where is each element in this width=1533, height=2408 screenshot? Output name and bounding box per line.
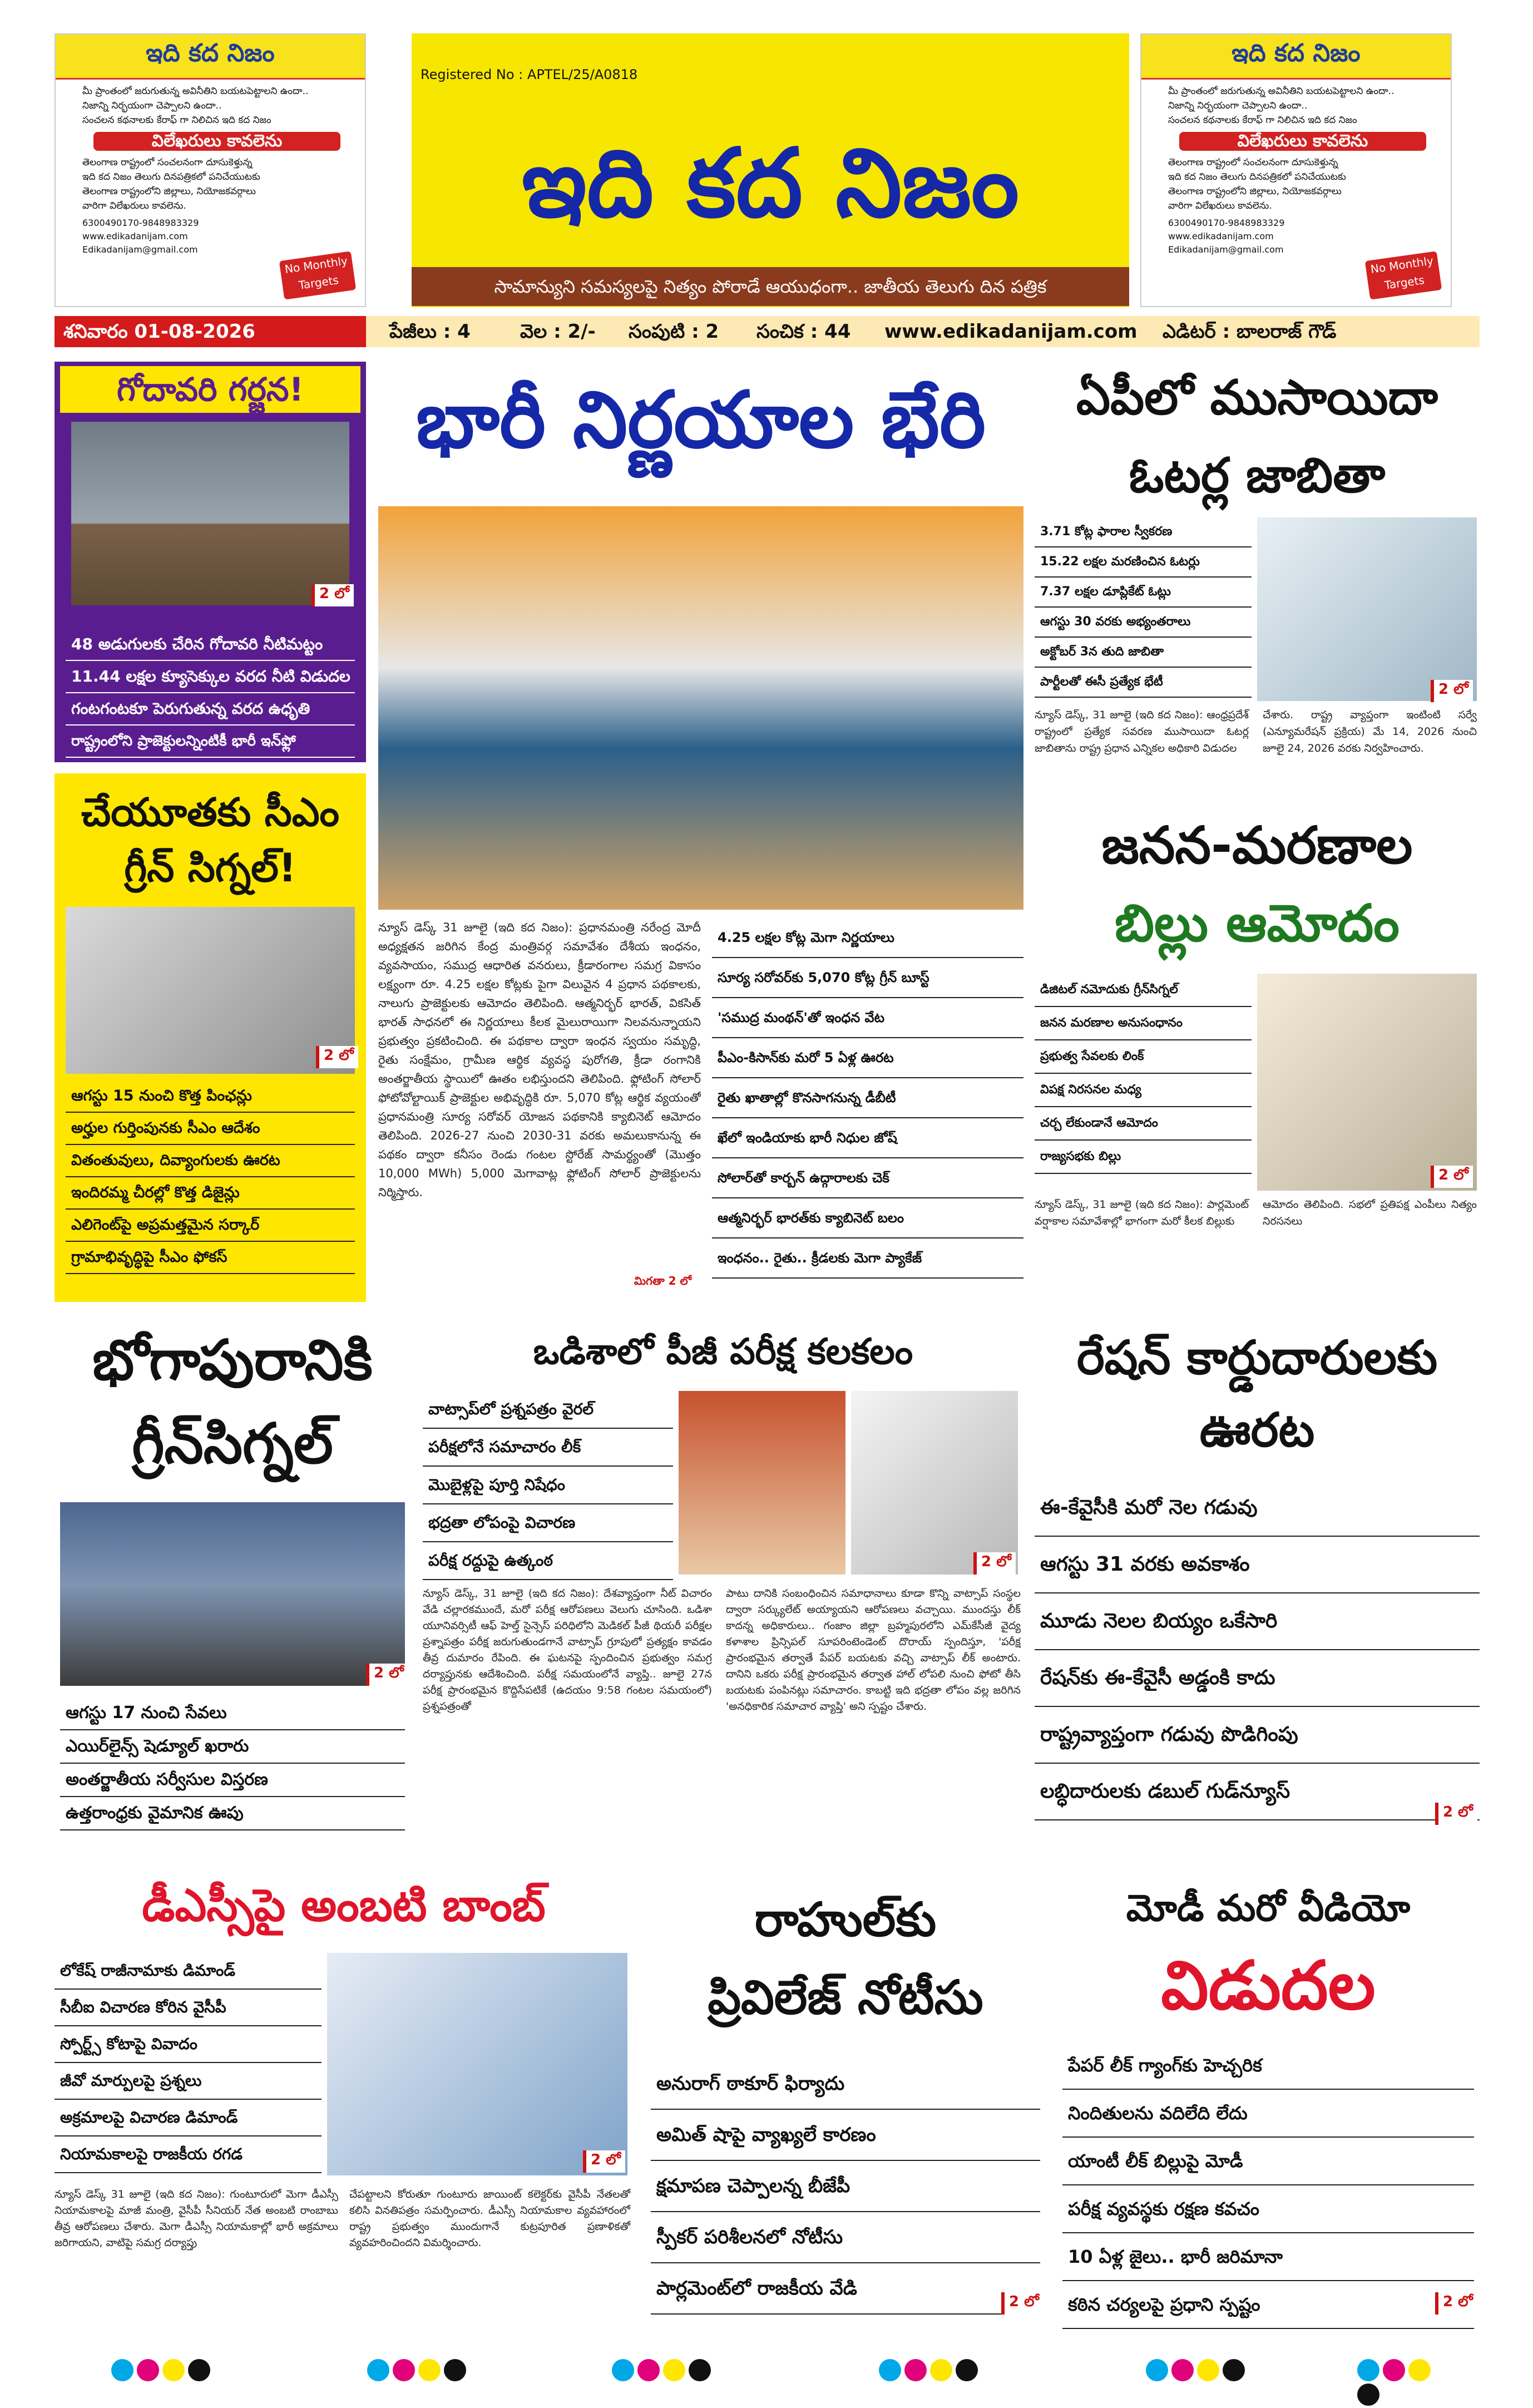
page-ref-marker: 2 లో (316, 1046, 358, 1068)
bullet-item: 3.71 కోట్ల ఫారాల స్వీకరణ (1035, 517, 1252, 547)
bullet-item: నియామకాలపై రాజకీయ రగడ (55, 2136, 322, 2173)
black-dot (956, 2359, 978, 2381)
article-headline: ఊరట (1199, 1403, 1315, 1457)
bullet-item: వితంతువులు, దివ్యాంగులకు ఊరట (66, 1145, 355, 1177)
ad-title: ఇది కద నిజం (56, 34, 365, 80)
magenta-dot (393, 2359, 415, 2381)
bullet-item: జీవో మార్పులపై ప్రశ్నలు (55, 2063, 322, 2100)
cyan-dot (111, 2359, 133, 2381)
bullet-item: రాజ్యసభకు బిల్లు (1035, 1141, 1252, 1174)
editor: ఎడిటర్ : బాలరాజ్ గౌడ్ (1163, 320, 1337, 343)
bullet-item: పరీక్ష వ్యవస్థకు రక్షణ కవచం (1062, 2185, 1474, 2233)
rahul-article (645, 1869, 1046, 2315)
bullet-item: స్పోర్ట్స్ కోటాపై వివాదం (55, 2026, 322, 2063)
college-photo (679, 1391, 845, 1575)
ad-web: www.edikadanijam.com (1168, 231, 1274, 241)
article-headline: ఒడిశాలో పీజీ పరీక్ష కలకలం (533, 1331, 913, 1373)
article-body: పాటు దానికి సంబంధించిన సమాధానాలు కూడా కొన్ని వాట్సాప్ సంస్థల ద్వారా సర్క్యులేట్ అయ్యాయని ఆరోపణలు వచ్చాయి. ముందస్తు లీక్ కాదన్న అధికారులు.. గంజాం జిల్లా బ్రహ్మపురలోని ఎమ్‌కేసీజీ వైద్య కళాశాల ప్రిన్సిపల్ సూపరింటెండెంట్ దొరాయ్ స్పందిస్తూ, 'పరీక్ష ప్రారంభమైన తర్వాతే పేపర్ బయటకు వచ్చి వాట్సాప్ లీక్ అంటారు. దానిని ఒకరు పరీక్ష ప్రారంభమైన తర్వాత హాల్ లోపలి నుంచి ఫోటో తీసి బయటకు పంపినట్లు సమాచారం. కాబట్టి ఇది భద్రతా లోపం వల్ల జరిగిన 'అనధికారిక సమాచార వ్యాప్తి' అని స్పష్టం చేశారు. (726, 1587, 1021, 1713)
article-body: చేశారు. రాష్ట్ర వ్యాప్తంగా ఇంటింటి సర్వే (ఎన్యూమరేషన్ ప్రక్రియ) మే 14, 2026 నుంచి జూలై 24, 2026 వరకు నిర్వహించారు. (1263, 709, 1477, 754)
bullet-item: పార్లమెంట్‌లో రాజకీయ వేడి (651, 2263, 1040, 2315)
bullet-item: డిజిటల్ నమోదుకు గ్రీన్‌సిగ్నల్ (1035, 974, 1252, 1007)
cyan-dot (1146, 2359, 1168, 2381)
odisha-exam-article (423, 1313, 1023, 1830)
page-ref-marker: 2 లో (1001, 2292, 1044, 2315)
black-dot (188, 2359, 210, 2381)
page-ref-marker: 2 లో (973, 1552, 1016, 1575)
issue-no: సంచిక : 44 (756, 320, 851, 343)
ad-left (55, 33, 366, 307)
ad-email: Edikadanijam@gmail.com (1168, 244, 1284, 255)
ad-email: Edikadanijam@gmail.com (82, 244, 198, 255)
page-ref-marker: 2 లో (1431, 680, 1473, 702)
bullet-item: మొబైళ్లపై పూర్తి నిషేధం (423, 1467, 673, 1504)
volume: సంపుటి : 2 (629, 320, 719, 343)
voter-list-photo (1257, 517, 1477, 701)
modi-video-article (1057, 1869, 1480, 2315)
bullet-item: కఠిన చర్యలపై ప్రధాని స్పష్టం (1062, 2281, 1474, 2329)
ad-web: www.edikadanijam.com (82, 231, 188, 241)
bullet-item: ఆగస్టు 17 నుంచి సేవలు (60, 1697, 405, 1730)
continued-note: మిగతా 2 లో (634, 1274, 692, 1287)
ad-line: వారిగా విలేఖరులు కావలెను. (82, 200, 186, 211)
black-dot (444, 2359, 466, 2381)
article-headline: గ్రీన్‌సిగ్నల్ (132, 1411, 333, 1476)
ad-line: ఇది కద నిజం తెలుగు దినపత్రికలో పనిచేయుటకు (1168, 171, 1346, 182)
article-body: చేపట్టాలని కోరుతూ గుంటూరు జాయింట్ కలెక్టర్‌కు వైసీపీ నేతలతో కలిసి వినతిపత్రం సమర్పించారు. డీఎస్సీ నియామకాల వ్యవహారంలో రాష్ట్ర ప్రభుత్వం ముందుగానే కుట్రపూరిత ప్రణాళికతో వ్యవహరించిందని విమర్శించారు. (349, 2188, 630, 2249)
bullet-item: అక్రమాలపై విచారణ డిమాండ్ (55, 2100, 322, 2136)
ad-right (1140, 33, 1452, 307)
magenta-dot (637, 2359, 660, 2381)
dsc-article (55, 1869, 633, 2315)
ad-line: నిజాన్ని నిర్భయంగా చెప్పాలని ఉందా.. (1168, 100, 1308, 111)
page-ref-marker: 2 లో (311, 584, 354, 606)
ad-line: మీ ప్రాంతంలో జరుగుతున్న అవినీతిని బయటపెట్టాలని ఉందా.. (1168, 86, 1394, 97)
bullet-item: ప్రభుత్వ సేవలకు లింక్ (1035, 1040, 1252, 1074)
bullet-item: చర్చ లేకుండానే ఆమోదం (1035, 1107, 1252, 1141)
ad-line: వారిగా విలేఖరులు కావలెను. (1168, 200, 1272, 211)
bullet-item: నిందితులను వదిలేది లేదు (1062, 2090, 1474, 2138)
article-headline: రేషన్ కార్డుదారులకు (1076, 1330, 1438, 1385)
article-headline: విడుదల (1161, 1947, 1376, 2025)
godavari-article (55, 362, 366, 762)
bullet-item: గంటగంటకూ పెరుగుతున్న వరద ఉధృతి (66, 693, 355, 726)
website[interactable]: www.edikadanijam.com (884, 320, 1138, 343)
bullet-item: సీబీఐ విచారణ కోరిన వైసీపీ (55, 1990, 322, 2026)
yellow-dot (1408, 2359, 1431, 2381)
bullet-item: ఎలిగెంట్‌పై అప్రమత్తమైన సర్కార్ (66, 1210, 355, 1242)
yellow-dot (930, 2359, 952, 2381)
bullet-item: అర్హుల గుర్తింపునకు సీఎం ఆదేశం (66, 1113, 355, 1145)
bullet-item: అనురాగ్ ఠాకూర్ ఫిర్యాదు (651, 2059, 1040, 2110)
magenta-dot (1171, 2359, 1194, 2381)
bullet-item: ఆగస్టు 30 వరకు అభ్యంతరాలు (1035, 608, 1252, 638)
bullet-item: రాష్ట్రంలోని ప్రాజెక్టులన్నింటికీ భారీ ఇన్‌ఫ్లో (66, 726, 355, 758)
cyan-dot (612, 2359, 634, 2381)
ad-wanted: విలేఖరులు కావలెను (1179, 132, 1426, 151)
bullet-item: ఆగస్టు 31 వరకు అవకాశం (1035, 1537, 1480, 1593)
bullet-item: వాట్సాప్‌లో ప్రశ్నపత్రం వైరల్ (423, 1391, 673, 1429)
bullet-item: స్పీకర్ పరిశీలనలో నోటీసు (651, 2212, 1040, 2263)
registration-marks (111, 2359, 1446, 2387)
article-body: న్యూస్ డెస్క్, 31 జూలై (ఇది కద నిజం): దేశవ్యాప్తంగా నీట్ విచారం వేడి చల్లారకముందే, మరో పరీక్ష ఆరోపణలు వెలుగు చూసింది. ఒడిశా యూనివర్సిటీ ఆఫ్ హెల్త్ సైన్సెస్ పరిధిలోని మెడికల్ పీజీ థియరీ పరీక్షల ప్రశ్నాపత్రం పరీక్ష జరుగుతుండగానే వాట్సాప్ గ్రూపులో ప్రత్యక్షం కావడం తీవ్ర దుమారం రేపింది. ఈ ఘటనపై స్పందించిన ప్రభుత్వం సమగ్ర దర్యాప్తునకు ఆదేశించింది. పరీక్ష సమయంలోనే వ్యాప్తి.. జూలై 27న పరీక్ష ప్రారంభమైన కొద్దిసేపటికే (ఉదయం 9:58 గంటల సమయంలో) ప్రశ్నపత్రంతో (423, 1587, 712, 1713)
article-headline: రాహుల్‌కు (754, 1892, 937, 1947)
cyan-dot (879, 2359, 901, 2381)
article-headline: ప్రివిలేజ్ నోటీసు (708, 1970, 983, 2025)
ambati-photo (327, 1953, 627, 2175)
bullet-item: క్షమాపణ చెప్పాలన్న బీజేపీ (651, 2161, 1040, 2212)
page-ref-marker: 2 లో (1435, 2292, 1477, 2315)
bullet-item: 48 అడుగులకు చేరిన గోదావరి నీటిమట్టం (66, 629, 355, 661)
magenta-dot (137, 2359, 159, 2381)
article-headline: బిల్లు ఆమోదం (1115, 894, 1400, 953)
airport-photo (60, 1502, 405, 1686)
issue-date: శనివారం 01-08-2026 (55, 316, 366, 347)
yellow-dot (418, 2359, 441, 2381)
bullet-item: పేపర్ లీక్ గ్యాంగ్‌కు హెచ్చరిక (1062, 2042, 1474, 2090)
bullet-item: విపక్ష నిరసనల మధ్య (1035, 1074, 1252, 1107)
bullet-item: 4.25 లక్షల కోట్ల మెగా నిర్ణయాలు (712, 918, 1023, 958)
bullet-item: యాంటీ లీక్ బిల్లుపై మోడీ (1062, 2138, 1474, 2185)
ration-card-article (1035, 1313, 1480, 1830)
bullet-item: గ్రామాభివృద్ధిపై సీఎం ఫోకస్ (66, 1242, 355, 1274)
ad-title: ఇది కద నిజం (1141, 34, 1451, 80)
certificate-photo (1257, 974, 1477, 1191)
bhogapuram-article (55, 1313, 411, 1830)
ad-phone: 6300490170-9848983329 (1168, 218, 1285, 228)
article-headline: గ్రీన్ సిగ్నల్! (124, 845, 296, 891)
tagline: సామాన్యుని సమస్యలపై నిత్యం పోరాడే ఆయుధంగా.. జాతీయ తెలుగు దిన పత్రిక (412, 267, 1129, 306)
page-ref-marker: 2 లో (366, 1664, 408, 1686)
bullet-item: 'సముద్ర మంథన్'తో ఇంధన వేట (712, 998, 1023, 1038)
ad-line: తెలంగాణ రాష్ట్రంలోని జిల్లాలు, నియోజకవర్గాలు (1168, 186, 1342, 197)
masthead (412, 33, 1129, 307)
bullet-item: ఆగస్టు 15 నుంచి కొత్త పింఛన్లు (66, 1080, 355, 1113)
bullet-item: సూర్య సరోవర్‌కు 5,070 కోట్ల గ్రీన్ బూస్ట్ (712, 958, 1023, 998)
bullet-item: 10 ఏళ్ల జైలు.. భారీ జరిమానా (1062, 2233, 1474, 2281)
black-dot (1357, 2384, 1379, 2406)
bullet-item: పార్టీలతో ఈసీ ప్రత్యేక భేటీ (1035, 668, 1252, 698)
ad-phone: 6300490170-9848983329 (82, 218, 199, 228)
ad-line: తెలంగాణ రాష్ట్రంలో సంచలనంగా దూసుకెళ్తున్న (1168, 157, 1338, 168)
bullet-item: లబ్ధిదారులకు డబుల్ గుడ్‌న్యూస్ (1035, 1764, 1480, 1820)
cheyutha-article (55, 773, 366, 1302)
ad-line: తెలంగాణ రాష్ట్రంలోని జిల్లాలు, నియోజకవర్గాలు (82, 186, 256, 197)
article-headline: ఏపీలో ముసాయిదా (1076, 370, 1438, 426)
article-headline: జనన-మరణాల (1101, 816, 1413, 875)
bullet-item: రాష్ట్రవ్యాప్తంగా గడువు పొడిగింపు (1035, 1707, 1480, 1764)
article-headline: గోదావరి గర్జన! (60, 366, 360, 413)
magenta-dot (1383, 2359, 1405, 2381)
article-body: న్యూస్ డెస్క్, 31 జూలై (ఇది కద నిజం): ఆంధ్రప్రదేశ్ రాష్ట్రంలో ప్రత్యేక సవరణ ముసాయిదా ఓటర్ల జాబితాను రాష్ట్ర ప్రధాన ఎన్నికల అధికారి విడుదల (1035, 709, 1249, 754)
article-headline: మోడీ మరో వీడియో (1126, 1887, 1411, 1930)
bullet-item: ఉత్తరాంధ్రకు వైమానిక ఊపు (60, 1797, 405, 1830)
page-ref-marker: 2 లో (1435, 1803, 1477, 1825)
ad-line: మీ ప్రాంతంలో జరుగుతున్న అవినీతిని బయటపెట్టాలని ఉందా.. (82, 86, 309, 97)
article-body: ఆమోదం తెలిపింది. సభలో ప్రతిపక్ష ఎంపీలు నిత్యం నిరసనలు (1263, 1198, 1477, 1227)
ad-wanted: విలేఖరులు కావలెను (93, 132, 340, 151)
page-count: పేజీలు : 4 (389, 320, 471, 343)
price: వెల : 2/- (520, 320, 596, 343)
black-dot (1223, 2359, 1245, 2381)
bullet-item: లోకేష్ రాజీనామాకు డిమాండ్ (55, 1953, 322, 1990)
registered-no: Registered No : APTEL/25/A0818 (421, 67, 638, 82)
bullet-item: భద్రతా లోపంపై విచారణ (423, 1504, 673, 1542)
yellow-dot (162, 2359, 185, 2381)
bullet-item: అక్టోబర్ 3న తుది జాబితా (1035, 638, 1252, 668)
bullet-item: ఇందిరమ్మ చీరల్లో కొత్త డిజైన్లు (66, 1177, 355, 1210)
article-headline: ఓటర్ల జాబితా (1129, 448, 1386, 504)
bullet-item: ఈ-కేవైసీకి మరో నెల గడువు (1035, 1480, 1480, 1537)
ap-voter-article (1035, 362, 1480, 790)
bullet-item: పీఎం-కిసాన్‌కు మరో 5 ఏళ్ల ఊరట (712, 1038, 1023, 1078)
bullet-item: అంతర్జాతీయ సర్వీసుల విస్తరణ (60, 1764, 405, 1797)
article-headline: భారీ నిర్ణయాల భేరి (416, 374, 986, 466)
ad-line: తెలంగాణ రాష్ట్రంలో సంచలనంగా దూసుకెళ్తున్న (82, 157, 253, 168)
yellow-dot (663, 2359, 685, 2381)
bullet-item: పరీక్ష రద్దుపై ఉత్కంఠ (423, 1542, 673, 1580)
article-headline: డీఎస్సీపై అంబటి బాంబ్ (142, 1879, 546, 1931)
question-paper-photo (851, 1391, 1018, 1575)
page-ref-marker: 2 లో (583, 2150, 625, 2173)
bullet-item: సోలార్‌తో కార్బన్ ఉద్గారాలకు చెక్ (712, 1158, 1023, 1198)
magenta-dot (904, 2359, 927, 2381)
bullet-item: పరీక్షలోనే సమాచారం లీక్ (423, 1429, 673, 1467)
newspaper-title: ఇది కద నిజం (521, 129, 1020, 239)
cyan-dot (1357, 2359, 1379, 2381)
bullet-item: రైతు ఖాతాల్లో కొనసాగనున్న డీబీటీ (712, 1078, 1023, 1118)
yellow-dot (1197, 2359, 1219, 2381)
bullet-item: జనన మరణాల అనుసంధానం (1035, 1007, 1252, 1040)
article-headline: చేయూతకు సీఎం (81, 789, 339, 835)
bullet-item: 11.44 లక్షల క్యూసెక్కుల వరద నీటి విడుదల (66, 661, 355, 693)
article-headline: భోగాపురానికి (92, 1328, 373, 1393)
bullet-item: రేషన్‌కు ఈ-కేవైసీ అడ్డంకి కాదు (1035, 1650, 1480, 1707)
bullet-item: ఎయిర్‌లైన్స్ షెడ్యూల్ ఖరారు (60, 1730, 405, 1764)
cm-photo (66, 907, 355, 1074)
bullet-item: 7.37 లక్షల డూప్లికేట్ ఓట్లు (1035, 578, 1252, 608)
river-photo (71, 422, 349, 605)
cabinet-photo (378, 506, 1023, 910)
article-body: న్యూస్ డెస్క్ 31 జూలై (ఇది కద నిజం): గుంటూరులో మెగా డీఎస్సీ నియామకాలపై మాజీ మంత్రి, వైసీపీ సీనియర్ నేత అంబటి రాంబాబు తీవ్ర ఆరోపణలు చేశారు. మెగా డీఎస్సీ నియామకాల్లో భారీ అక్రమాలు జరిగాయని, వాటిపై సమగ్ర దర్యాప్తు (55, 2188, 338, 2249)
ad-line: ఇది కద నిజం తెలుగు దినపత్రికలో పనిచేయుటకు (82, 171, 260, 182)
ad-badge: No Monthly Targets (279, 251, 356, 299)
article-body: న్యూస్ డెస్క్ 31 జూలై (ఇది కద నిజం): ప్రధానమంత్రి నరేంద్ర మోదీ అధ్యక్షతన జరిగిన కేంద్ర మంత్రివర్గ సమావేశం దేశీయ ఇంధనం, వ్యవసాయం, సముద్ర ఆధారిత వనరులు, క్రీడారంగాల సమగ్ర వికాసం లక్ష్యంగా రూ. 4.25 లక్షల కోట్లకు పైగా విలువైన 4 ప్రధాన పథకాలకు, నాలుగు ప్రాజెక్టులకు ఆమోదం తెలిపింది. ఆత్మనిర్భర్ భారత్, వికసిత్ భారత్ సాధనలో ఈ నిర్ణయాలు కీలక మైలురాయిగా నిలవనున్నాయని ప్రభుత్వం ప్రకటించింది. ఈ పథకాల ద్వారా ఇంధన స్వయం సమృద్ధి, రైతు సంక్షేమం, గ్రామీణ ఆర్థిక వ్యవస్థ పురోగతి, క్రీడా రంగానికి అంతర్జాతీయ స్థాయిలో ఊతం లభిస్తుందని తెలిపింది. ఫ్లోటింగ్ సోలార్ ఫోటోవోల్టాయిక్ ప్రాజెక్టుల అభివృద్ధికి రూ. 5,070 కోట్ల ఆర్థిక వ్యయంతో ప్రధానమంత్రి సూర్య సరోవర్ యోజన పథకానికి క్యాబినెట్ ఆమోదం తెలిపింది. 2026-27 నుంచి 2030-31 వరకు అమలుకానున్న ఈ పథకం ద్వారా కనీసం రెండు గంటల స్టోరేజ్ సామర్థ్యంతో (మొత్తం 10,000 MWh) 5,000 మెగావాట్ల ఫ్లోటింగ్ సోలార్ ప్రాజెక్టులను నిర్మిస్తారు. (378, 921, 701, 1199)
ad-line: సంచలన కథనాలకు కేరాఫ్ గా నిలిచిన ఇది కద నిజం (1168, 115, 1357, 126)
article-body: న్యూస్ డెస్క్, 31 జూలై (ఇది కద నిజం): పార్లమెంట్ వర్షాకాల సమావేశాల్లో భాగంగా మరో కీలక బిల్లుకు (1035, 1198, 1249, 1227)
bullet-item: ఖేలో ఇండియాకు భారీ నిధుల జోష్ (712, 1118, 1023, 1158)
bullet-item: ఇంధనం.. రైతు.. క్రీడలకు మెగా ప్యాకేజ్ (712, 1238, 1023, 1279)
ad-badge: No Monthly Targets (1365, 251, 1442, 299)
ad-line: సంచలన కథనాలకు కేరాఫ్ గా నిలిచిన ఇది కద నిజం (82, 115, 271, 126)
black-dot (689, 2359, 711, 2381)
bullet-item: మూడు నెలల బియ్యం ఒకేసారి (1035, 1593, 1480, 1650)
bullet-item: అమిత్ షాపై వ్యాఖ్యలే కారణం (651, 2110, 1040, 2161)
page-ref-marker: 2 లో (1431, 1166, 1473, 1188)
bullet-item: ఆత్మనిర్భర్ భారత్‌కు క్యాబినెట్ బలం (712, 1198, 1023, 1238)
birth-death-bill-article (1035, 807, 1480, 1302)
ad-line: నిజాన్ని నిర్భయంగా చెప్పాలని ఉందా.. (82, 100, 222, 111)
main-article (378, 362, 1023, 1302)
cyan-dot (367, 2359, 389, 2381)
bullet-item: 15.22 లక్షల మరణించిన ఓటర్లు (1035, 547, 1252, 578)
